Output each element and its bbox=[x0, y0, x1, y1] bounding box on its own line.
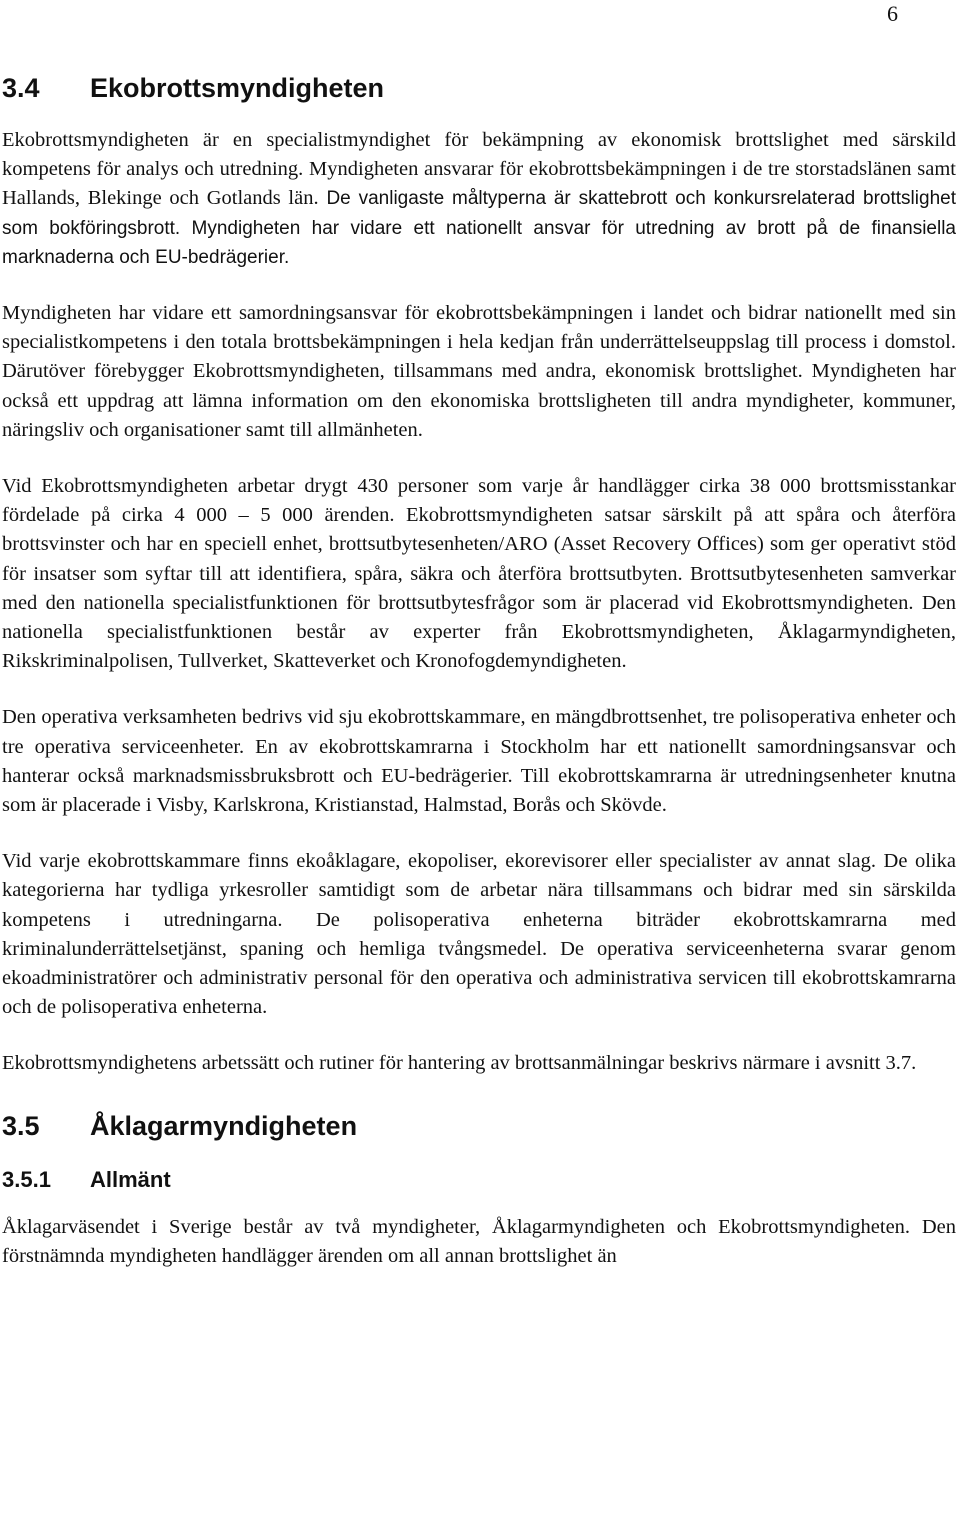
section-3-4-heading bbox=[2, 68, 956, 108]
page-number: 6 bbox=[887, 1, 898, 26]
subsection-title: Allmänt bbox=[90, 1166, 171, 1192]
paragraph-1-sans: De vanligaste måltyperna är skattebrott och konkursrelaterad brottslighet som bokföringsbrott. Myndigheten har vidare ett nationellt ansvar för utredning av brott på de finansiella marknaderna och EU-bedrägerier. bbox=[2, 188, 956, 268]
paragraph-7: Åklagarväsendet i Sverige består av två myndigheter, Åklagarmyndigheten och Ekobrottsmyndigheten. Den förstnämnda myndigheten handlägger ärenden om all annan brottslighet än bbox=[2, 1215, 956, 1267]
section-title: Ekobrottsmyndigheten bbox=[90, 73, 385, 103]
paragraph-5: Vid varje ekobrottskammare finns ekoåklagare, ekopoliser, ekorevisorer eller specialister av annat slag. De olika kategorierna har tydliga yrkesroller samtidigt som de arbetar nära tillsammans och bidrar med sin särskilda kompetens i utredningarna. De polisoperativa enheterna biträder ekobrottskamrarna med kriminalunderrättelsetjänst, spaning och hemliga tvångsmedel. De operativa serviceenheterna svarar genom ekoadministratörer och administrativ personal för den operativa och administrativa servicen till ekobrottskamrarna och de polisoperativa enheterna. bbox=[2, 850, 956, 1019]
paragraph-6: Ekobrottsmyndighetens arbetssätt och rutiner för hantering av brottsanmälningar beskrivs närmare i avsnitt 3.7. bbox=[2, 1052, 917, 1075]
section-number: 3.4 bbox=[2, 73, 40, 103]
paragraph-3: Vid Ekobrottsmyndigheten arbetar drygt 430 personer som varje år handlägger cirka 38 000 brottsmisstankar fördelade på cirka 4 000 – 5 000 ärenden. Ekobrottsmyndigheten satsar särskilt på att spåra och återföra brottsvinster och har en speciell enhet, brottsutbytesenheten/ARO (Asset Recovery Offices) som ger operativt stöd för insatser som syftar till att identifiera, spåra, säkra och återföra brottsutbyten. Brottsutbytesenheten samverkar med den nationella specialistfunktionen för brottsutbytesfrågor som är placerad vid Ekobrottsmyndigheten. Den nationella specialistfunktionen består av experter från Ekobrottsmyndigheten, Åklagarmyndigheten, Rikskriminalpolisen, Tullverket, Skatteverket och Kronofogdemyndigheten. bbox=[2, 475, 956, 673]
paragraph-1-serif: Ekobrottsmyndigheten är en specialistmyndighet för bekämpning av ekonomisk brottslighet med särskild kompetens för analys och utredning. Myndigheten ansvarar för ekobrottsbekämpningen i de tre storstadslänen samt Hallands, Blekinge och Gotlands län. bbox=[2, 129, 956, 210]
paragraph-4: Den operativa verksamheten bedrivs vid sju ekobrottskammare, en mängdbrottsenhet, tre polisoperativa enheter och tre operativa serviceenheter. En av ekobrottskamrarna i Stockholm har ett nationellt samordningsansvar och hanterar också marknadsmissbruksbrott och EU-bedrägerier. Till ekobrottskamrarna är utredningsenheter knutna som är placerade i Visby, Karlskrona, Kristianstad, Halmstad, Borås och Skövde. bbox=[2, 706, 956, 817]
paragraph-1 bbox=[2, 126, 956, 272]
subsection-number: 3.5.1 bbox=[2, 1166, 51, 1192]
section-number: 3.5 bbox=[2, 1110, 40, 1141]
document-body bbox=[2, 68, 956, 1298]
section-3-5-1-heading bbox=[2, 1164, 956, 1196]
paragraph-2: Myndigheten har vidare ett samordningsansvar för ekobrottsbekämpningen i landet och bidrar nationellt med sin specialistkompetens i den totala brottsbekämpningen i hela kedjan från underrättelseuppslag till process i domstol. Därutöver förebygger Ekobrottsmyndigheten, tillsammans med andra, ekonomisk brottslighet. Myndigheten har också ett uppdrag att lämna information om den ekonomiska brottsligheten till andra myndigheter, kommuner, näringsliv och organisationer samt till allmänheten. bbox=[2, 302, 956, 441]
section-title: Åklagarmyndigheten bbox=[90, 1110, 358, 1141]
section-3-5-heading bbox=[2, 1106, 956, 1146]
